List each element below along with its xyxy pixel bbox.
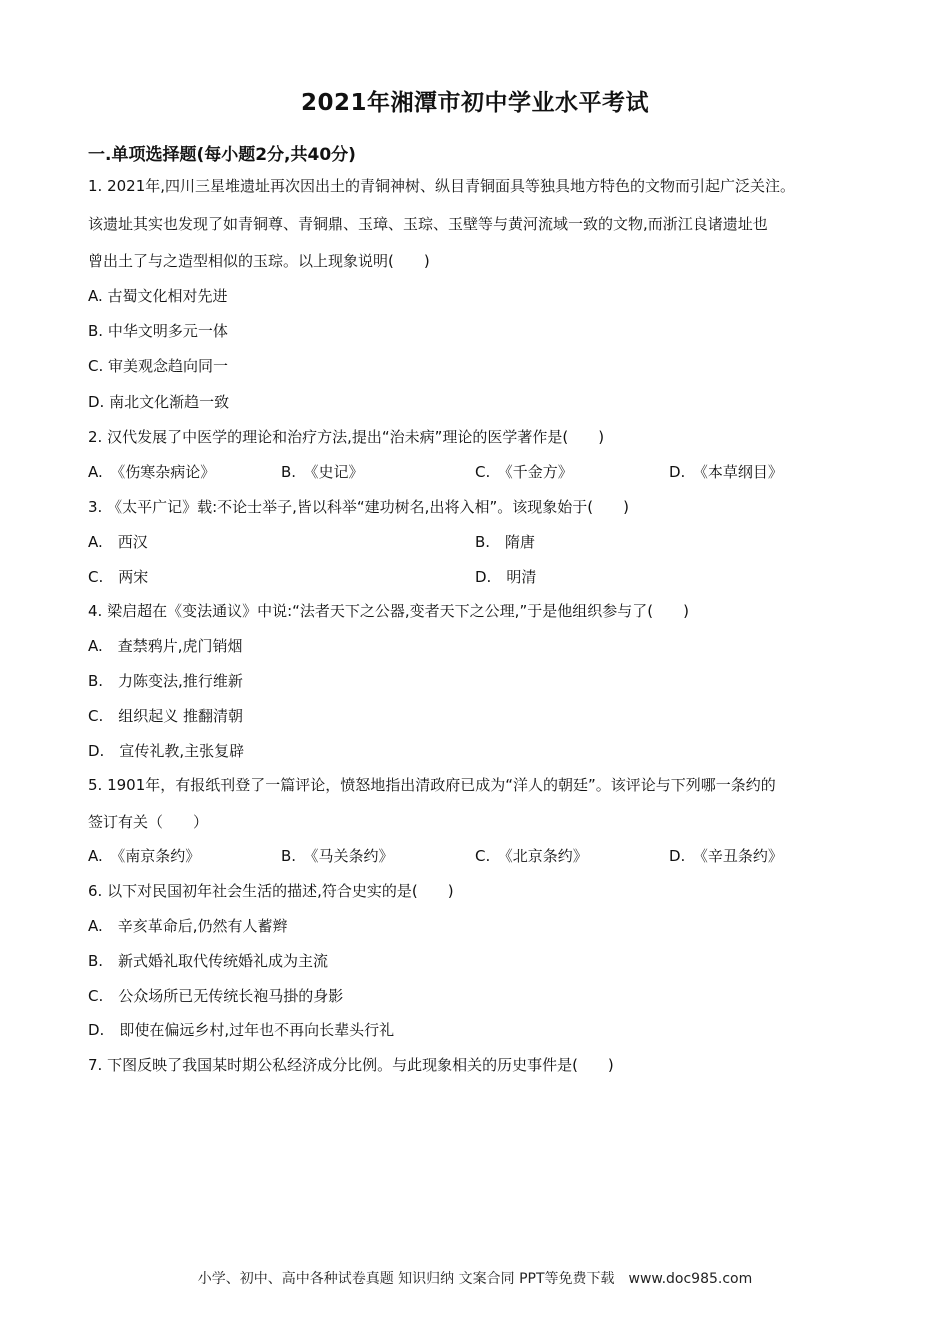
question-2-option-c: C. 《千金方》	[475, 463, 573, 481]
question-1-line-2: 该遗址其实也发现了如青铜尊、青铜鼎、玉璋、玉琮、玉壁等与黄河流域一致的文物,而浙江良诸遗址也	[88, 215, 768, 233]
question-5-option-a: A. 《南京条约》	[88, 847, 201, 865]
question-1-option-b: B. 中华文明多元一体	[88, 322, 228, 340]
question-3-option-d: D. 明清	[475, 568, 537, 586]
question-1-option-d: D. 南北文化渐趋一致	[88, 393, 230, 411]
question-6-option-d: D. 即使在偏远乡村,过年也不再向长辈头行礼	[88, 1021, 395, 1039]
page-footer: 小学、初中、高中各种试卷真题 知识归纳 文案合同 PPT等免费下载 www.doc985.com	[197, 1271, 753, 1287]
question-3-option-b: B. 隋唐	[475, 533, 536, 551]
question-4-option-c: C. 组织起义 推翻清朝	[88, 707, 244, 725]
question-1-option-a: A. 古蜀文化相对先进	[88, 287, 228, 305]
question-5-option-b: B. 《马关条约》	[281, 847, 394, 865]
question-3-stem: 3. 《太平广记》载:不论士举子,皆以科举“建功树名,出将入相”。该现象始于( )	[88, 498, 629, 516]
question-3-option-a: A. 西汉	[88, 533, 148, 551]
section-heading: 一.单项选择题(每小题2分,共40分)	[88, 145, 356, 165]
question-3-option-c: C. 两宋	[88, 568, 149, 586]
question-1-line-3: 曾出土了与之造型相似的玉琮。以上现象说明( )	[88, 252, 430, 270]
question-2-option-b: B. 《史记》	[281, 463, 364, 481]
exam-title: 2021年湘潭市初中学业水平考试	[300, 90, 649, 116]
question-5-line-2: 签订有关（ ）	[88, 813, 209, 831]
question-5-line-1: 5. 1901年，有报纸刊登了一篇评论，愤怒地指出清政府已成为“洋人的朝廷”。该评论与下列哪一条约的	[88, 776, 776, 794]
question-1-line-1: 1. 2021年,四川三星堆遗址再次因出土的青铜神树、纵目青铜面具等独具地方特色的文物而引起广泛关注。	[88, 177, 796, 195]
question-4-option-d: D. 宣传礼教,主张复辟	[88, 742, 245, 760]
question-4-stem: 4. 梁启超在《变法通议》中说:“法者天下之公器,变者天下之公理,”于是他组织参与了( )	[88, 602, 689, 620]
question-6-option-b: B. 新式婚礼取代传统婚礼成为主流	[88, 952, 329, 970]
question-6-stem: 6. 以下对民国初年社会生活的描述,符合史实的是( )	[88, 882, 454, 900]
question-4-option-b: B. 力陈变法,推行维新	[88, 672, 243, 690]
question-7-stem: 7. 下图反映了我国某时期公私经济成分比例。与此现象相关的历史事件是( )	[88, 1056, 614, 1074]
question-1-option-c: C. 审美观念趋向同一	[88, 357, 229, 375]
question-2-option-d: D. 《本草纲目》	[669, 463, 783, 481]
question-6-option-c: C. 公众场所已无传统长袍马掛的身影	[88, 987, 344, 1005]
question-5-option-c: C. 《北京条约》	[475, 847, 588, 865]
question-6-option-a: A. 辛亥革命后,仍然有人蓄辫	[88, 917, 288, 935]
question-2-option-a: A. 《伤寒杂病论》	[88, 463, 216, 481]
question-5-option-d: D. 《辛丑条约》	[669, 847, 783, 865]
question-4-option-a: A. 查禁鸦片,虎门销烟	[88, 637, 243, 655]
question-2-stem: 2. 汉代发展了中医学的理论和治疗方法,提出“治未病”理论的医学著作是( )	[88, 428, 605, 446]
